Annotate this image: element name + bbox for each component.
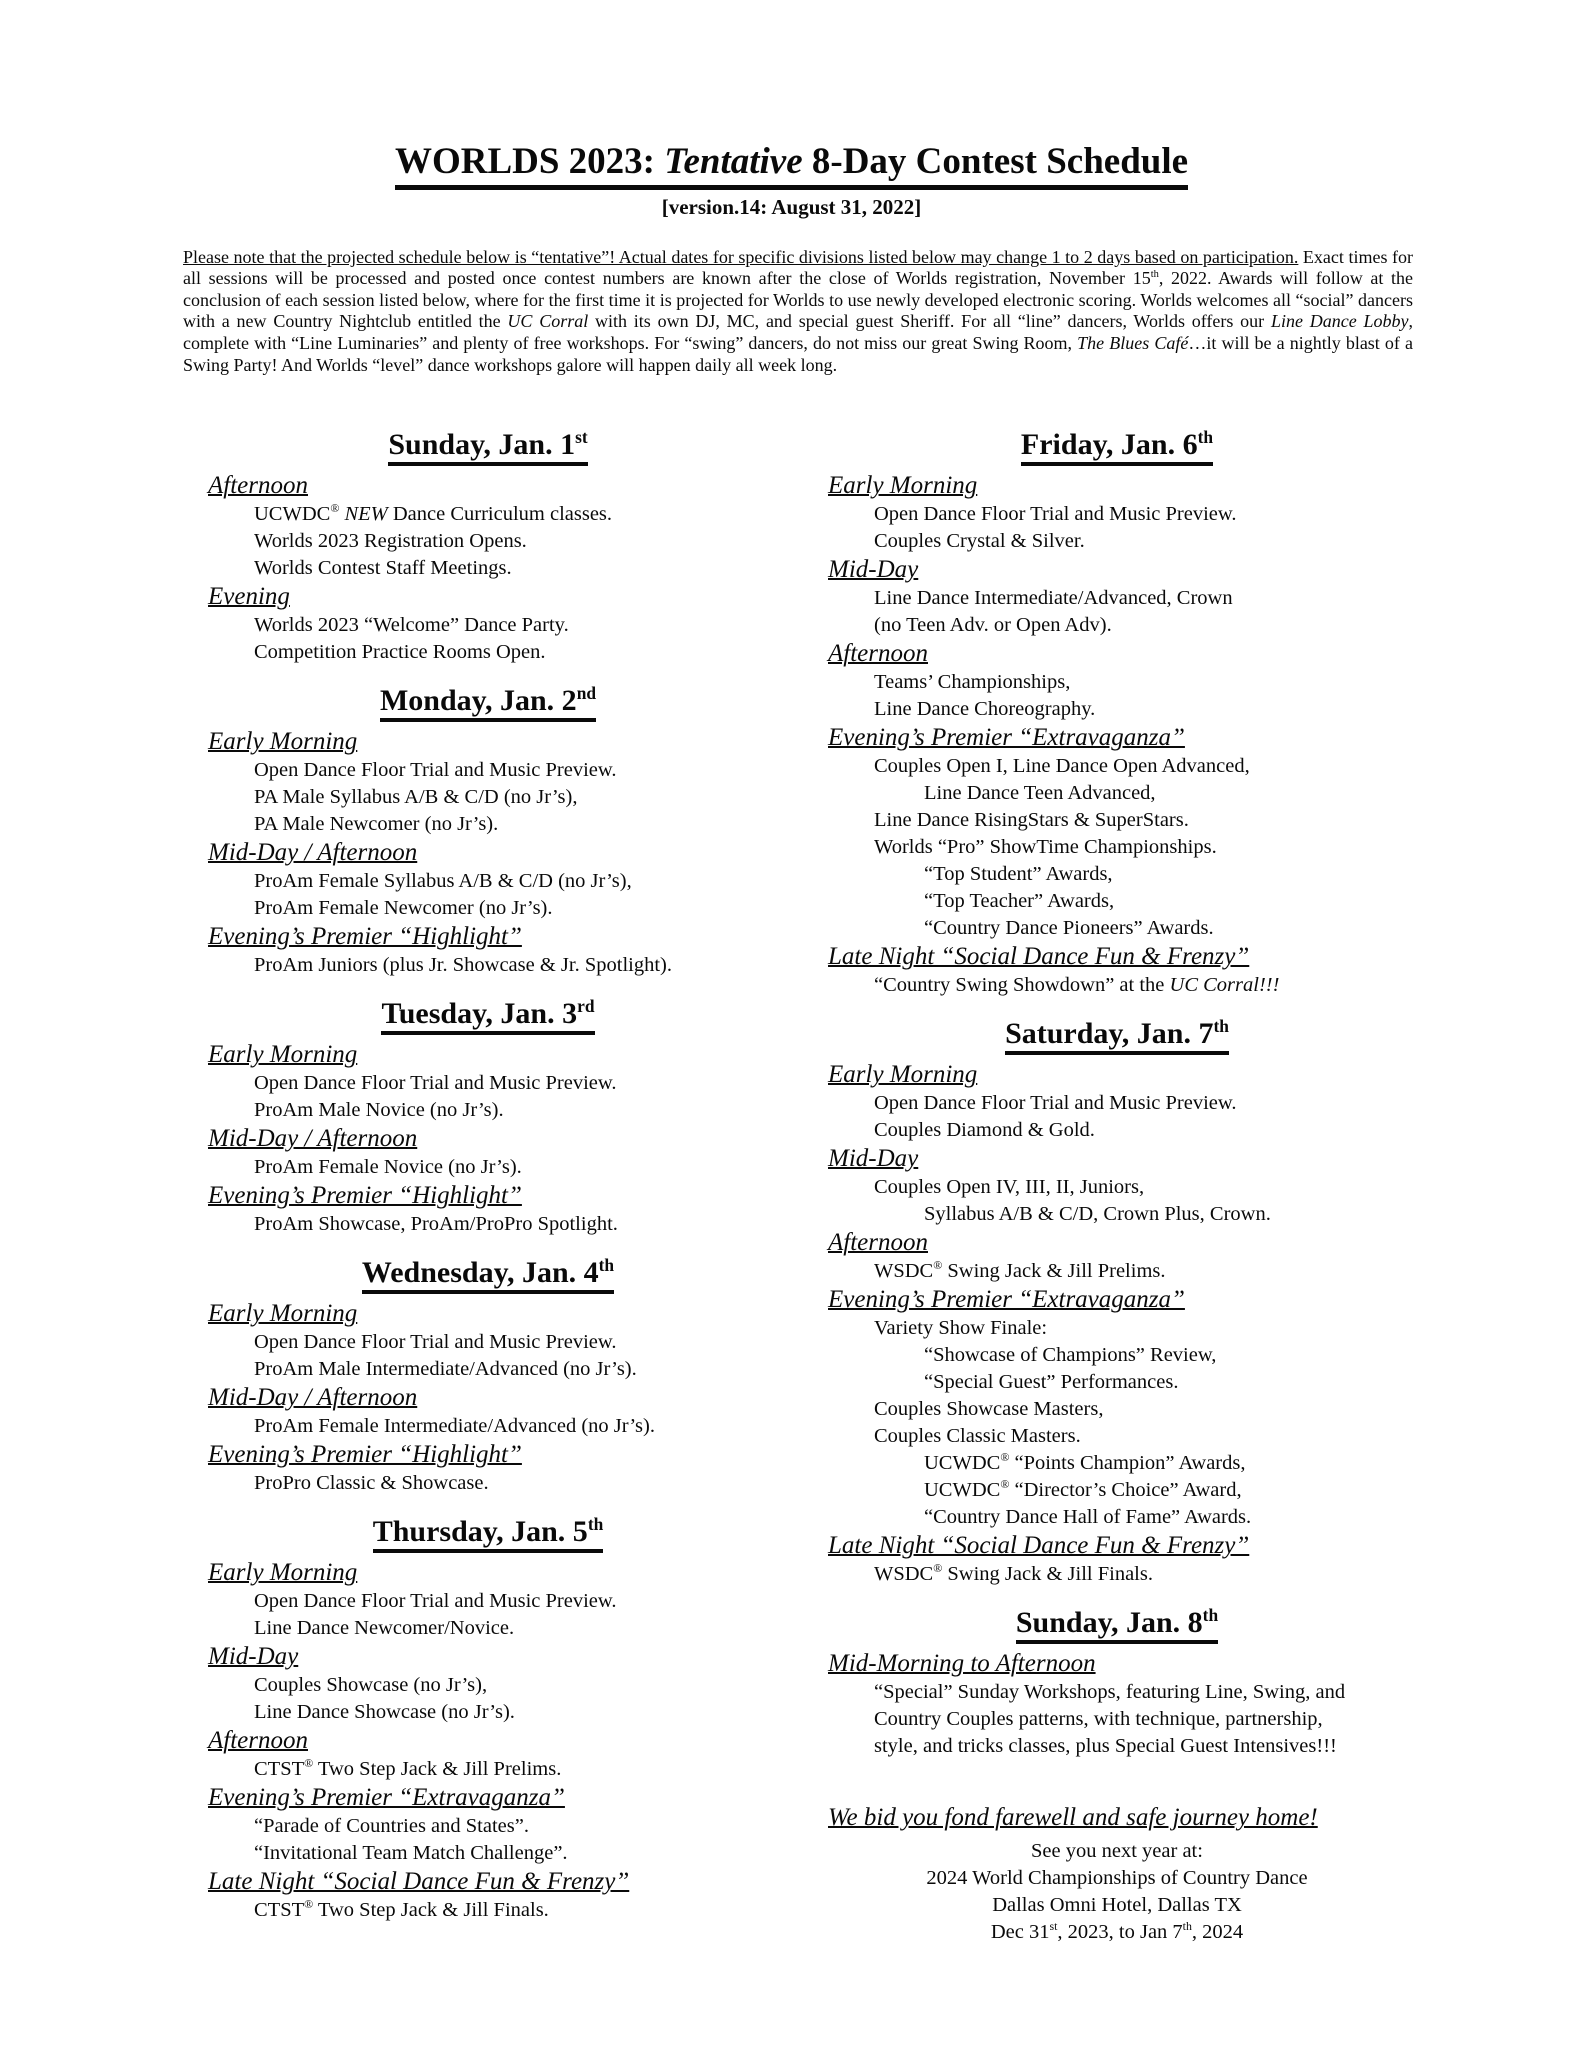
schedule-item xyxy=(828,1369,1406,1396)
text-run: Line Dance Newcomer/Novice. xyxy=(254,1617,515,1640)
text-run: style, and tricks classes, plus Special Guest Intensives!!! xyxy=(874,1735,1337,1758)
text-run: “Country Swing Showdown” at the xyxy=(874,974,1170,997)
text-run: UCWDC xyxy=(924,1452,1001,1475)
text-run: Tentative xyxy=(664,141,803,182)
text-run: Couples Open I, Line Dance Open Advanced, xyxy=(874,755,1250,778)
text-run: Mid-Day xyxy=(828,1145,919,1173)
text-run: Please note that the projected schedule below is “tentative”! Actual dates for specific divisions listed below may change 1 to 2 days based on participation. xyxy=(183,246,1299,267)
right-column xyxy=(828,428,1406,1946)
schedule-item xyxy=(208,1756,768,1783)
text-run: WORLDS 2023: xyxy=(394,141,665,182)
session-heading xyxy=(828,1649,1406,1679)
schedule-item xyxy=(208,757,768,784)
schedule-item xyxy=(828,1117,1406,1144)
day-heading xyxy=(828,1606,1406,1644)
day-heading-text xyxy=(373,1515,604,1553)
text-run: Open Dance Floor Trial and Music Preview. xyxy=(874,503,1237,526)
text-run: Worlds “Pro” ShowTime Championships. xyxy=(874,836,1217,859)
schedule-item xyxy=(828,501,1406,528)
schedule-item xyxy=(208,1097,768,1124)
text-run: Swing Jack & Jill Prelims. xyxy=(942,1260,1166,1283)
left-column xyxy=(208,428,768,1942)
text-run: Worlds 2023 “Welcome” Dance Party. xyxy=(254,614,569,637)
text-run: Mid-Morning to Afternoon xyxy=(828,1650,1096,1678)
text-run: Line Dance RisingStars & SuperStars. xyxy=(874,809,1189,832)
day-heading-text xyxy=(362,1256,614,1294)
text-run: ProAm Male Novice (no Jr’s). xyxy=(254,1099,504,1122)
schedule-item xyxy=(828,528,1406,555)
text-run: 2024 World Championships of Country Dance xyxy=(926,1867,1308,1890)
text-run: , 2022. Awards will follow at the conclusion of each session listed below, where for the first time it is projected for Worlds to use newly developed electronic scoring. Worlds welcomes all “social” dancers with a new Country Nightclub entitled the xyxy=(183,268,1414,332)
session-heading xyxy=(208,1558,768,1588)
session-heading xyxy=(828,1531,1406,1561)
text-run: Two Step Jack & Jill Prelims. xyxy=(313,1758,562,1781)
schedule-item xyxy=(208,1070,768,1097)
text-run: Two Step Jack & Jill Finals. xyxy=(313,1899,549,1922)
text-run: st xyxy=(575,427,588,448)
day-heading xyxy=(208,997,768,1035)
schedule-item xyxy=(828,834,1406,861)
schedule-item xyxy=(828,1315,1406,1342)
text-run: th xyxy=(587,1514,604,1535)
schedule-item xyxy=(828,1679,1406,1706)
text-run: Dance Curriculum classes. xyxy=(387,503,613,526)
text-run: Line Dance Choreography. xyxy=(874,698,1096,721)
session-heading xyxy=(208,1040,768,1070)
schedule-item xyxy=(208,811,768,838)
text-run: “Special Guest” Performances. xyxy=(924,1371,1179,1394)
text-run: Early Morning xyxy=(208,1559,358,1587)
session-heading xyxy=(828,555,1406,585)
text-run: Variety Show Finale: xyxy=(874,1317,1048,1340)
text-run: , 2023, to Jan 7 xyxy=(1057,1921,1183,1944)
session-heading xyxy=(208,471,768,501)
schedule-item xyxy=(208,1356,768,1383)
schedule-item xyxy=(208,501,768,528)
text-run: CTST xyxy=(254,1758,305,1781)
text-run: Dec 31 xyxy=(990,1921,1050,1944)
text-run: Early Morning xyxy=(208,728,358,756)
text-run: We bid you fond farewell and safe journey home! xyxy=(828,1804,1318,1832)
text-run: ® xyxy=(1000,1450,1010,1465)
schedule-item xyxy=(208,1813,768,1840)
text-run: “Director’s Choice” Award, xyxy=(1009,1479,1242,1502)
schedule-item xyxy=(828,585,1406,612)
text-run: Teams’ Championships, xyxy=(874,671,1071,694)
day-heading-text xyxy=(1005,1017,1229,1055)
farewell-line xyxy=(828,1919,1406,1946)
schedule-item xyxy=(828,807,1406,834)
day-section xyxy=(208,1256,768,1497)
text-run: WSDC xyxy=(874,1260,934,1283)
text-run: Early Morning xyxy=(828,1061,978,1089)
text-run: th xyxy=(598,1255,615,1276)
schedule-item xyxy=(828,1504,1406,1531)
schedule-item xyxy=(208,1615,768,1642)
day-section xyxy=(208,428,768,666)
text-run: UCWDC xyxy=(254,503,331,526)
text-run: (no Teen Adv. or Open Adv). xyxy=(874,614,1112,637)
schedule-item xyxy=(208,1897,768,1924)
schedule-item xyxy=(828,1396,1406,1423)
text-run: Line Dance Showcase (no Jr’s). xyxy=(254,1701,515,1724)
text-run: ® xyxy=(1000,1477,1010,1492)
text-run: Monday, Jan. 2 xyxy=(379,684,577,718)
page-title-text xyxy=(395,142,1188,190)
schedule-item xyxy=(828,1561,1406,1588)
text-run: Early Morning xyxy=(828,472,978,500)
schedule-item xyxy=(828,1342,1406,1369)
text-run: Couples Classic Masters. xyxy=(874,1425,1081,1448)
text-run: Country Couples patterns, with technique, partnership, xyxy=(874,1708,1323,1731)
day-heading-text xyxy=(1016,1606,1218,1644)
text-run: ProAm Female Intermediate/Advanced (no Jr’s). xyxy=(254,1415,655,1438)
text-run: Late Night “Social Dance Fun & Frenzy” xyxy=(828,1532,1250,1560)
day-section xyxy=(208,684,768,979)
text-run: Mid-Day / Afternoon xyxy=(208,1384,418,1412)
farewell-block xyxy=(828,1802,1406,1946)
session-heading xyxy=(208,1726,768,1756)
text-run: “Special” Sunday Workshops, featuring Line, Swing, and xyxy=(874,1681,1346,1704)
text-run: th xyxy=(1182,1919,1192,1934)
session-heading xyxy=(828,1228,1406,1258)
text-run: Evening’s Premier “Extravaganza” xyxy=(208,1784,565,1812)
text-run: Worlds Contest Staff Meetings. xyxy=(254,557,512,580)
page-title xyxy=(0,142,1583,190)
text-run: NEW xyxy=(344,503,388,526)
schedule-item xyxy=(208,1329,768,1356)
day-heading-text xyxy=(388,428,587,466)
text-run: “Parade of Countries and States”. xyxy=(254,1815,529,1838)
text-run: rd xyxy=(577,996,595,1017)
text-run: ProAm Female Newcomer (no Jr’s). xyxy=(254,897,553,920)
session-heading xyxy=(208,582,768,612)
text-run: PA Male Syllabus A/B & C/D (no Jr’s), xyxy=(254,786,578,809)
day-heading xyxy=(208,1515,768,1553)
session-heading xyxy=(208,1867,768,1897)
text-run: Open Dance Floor Trial and Music Preview. xyxy=(874,1092,1237,1115)
text-run: ProPro Classic & Showcase. xyxy=(254,1472,489,1495)
farewell-line xyxy=(828,1892,1406,1919)
text-run: ProAm Showcase, ProAm/ProPro Spotlight. xyxy=(254,1213,618,1236)
day-section xyxy=(828,428,1406,999)
session-heading xyxy=(208,1440,768,1470)
text-run: nd xyxy=(576,683,597,704)
session-heading xyxy=(828,1060,1406,1090)
day-heading-text xyxy=(1021,428,1213,466)
day-section xyxy=(828,1606,1406,1760)
schedule-item xyxy=(208,784,768,811)
session-heading xyxy=(208,1124,768,1154)
schedule-item xyxy=(208,639,768,666)
schedule-item xyxy=(828,1174,1406,1201)
text-run: “Top Student” Awards, xyxy=(924,863,1113,886)
day-heading xyxy=(828,1017,1406,1055)
schedule-item xyxy=(828,1258,1406,1285)
schedule-item xyxy=(208,1699,768,1726)
text-run: Saturday, Jan. 7 xyxy=(1005,1017,1214,1051)
text-run: Couples Showcase (no Jr’s), xyxy=(254,1674,488,1697)
schedule-item xyxy=(828,1201,1406,1228)
text-run: ® xyxy=(304,1756,314,1771)
text-run: Open Dance Floor Trial and Music Preview. xyxy=(254,759,617,782)
text-run: Line Dance Lobby xyxy=(1270,311,1409,332)
text-run: Mid-Day / Afternoon xyxy=(208,1125,418,1153)
version-line: [version.14: August 31, 2022] xyxy=(661,194,922,219)
text-run: , complete with “Line Luminaries” and plenty of free workshops. For “swing” dancers, do not miss our great Swing Room, xyxy=(183,311,1413,354)
schedule-item xyxy=(828,1090,1406,1117)
text-run: UC Corral xyxy=(507,311,589,332)
text-run: st xyxy=(1049,1919,1058,1934)
text-run: “Country Dance Pioneers” Awards. xyxy=(924,917,1214,940)
text-run: Couples Diamond & Gold. xyxy=(874,1119,1095,1142)
text-run: Line Dance Teen Advanced, xyxy=(924,782,1156,805)
text-run: , 2024 xyxy=(1191,1921,1244,1944)
session-heading xyxy=(208,838,768,868)
text-run: ProAm Female Novice (no Jr’s). xyxy=(254,1156,522,1179)
text-run: Early Morning xyxy=(208,1300,358,1328)
session-heading xyxy=(828,723,1406,753)
text-run: “Country Dance Hall of Fame” Awards. xyxy=(924,1506,1252,1529)
text-run: Tuesday, Jan. 3 xyxy=(381,997,578,1031)
text-run: Sunday, Jan. 8 xyxy=(1015,1606,1203,1640)
schedule-item xyxy=(208,1672,768,1699)
session-heading xyxy=(828,471,1406,501)
text-run: Evening’s Premier “Highlight” xyxy=(208,923,522,951)
text-run: Late Night “Social Dance Fun & Frenzy” xyxy=(828,943,1250,971)
text-run: Mid-Day / Afternoon xyxy=(208,839,418,867)
session-heading xyxy=(208,922,768,952)
session-heading xyxy=(208,1383,768,1413)
text-run: Mid-Day xyxy=(208,1643,299,1671)
text-run: Open Dance Floor Trial and Music Preview. xyxy=(254,1590,617,1613)
session-heading xyxy=(828,942,1406,972)
day-heading-text xyxy=(380,684,596,722)
session-heading xyxy=(208,727,768,757)
schedule-item xyxy=(208,868,768,895)
text-run: Evening’s Premier “Highlight” xyxy=(208,1182,522,1210)
text-run: CTST xyxy=(254,1899,305,1922)
text-run: th xyxy=(1150,269,1159,281)
text-run: UC Corral!!! xyxy=(1169,974,1280,997)
text-run: Syllabus A/B & C/D, Crown Plus, Crown. xyxy=(924,1203,1271,1226)
text-run: ® xyxy=(304,1897,314,1912)
text-run: Evening’s Premier “Highlight” xyxy=(208,1441,522,1469)
schedule-item xyxy=(828,972,1406,999)
text-run: ProAm Male Intermediate/Advanced (no Jr’s). xyxy=(254,1358,637,1381)
schedule-item xyxy=(208,612,768,639)
text-run: with its own DJ, MC, and special guest Sheriff. For all “line” dancers, Worlds offers our xyxy=(588,311,1271,332)
schedule-item xyxy=(828,1706,1406,1733)
schedule-item xyxy=(208,1840,768,1867)
text-run: PA Male Newcomer (no Jr’s). xyxy=(254,813,499,836)
schedule-item xyxy=(828,696,1406,723)
text-run: ® xyxy=(933,1561,943,1576)
schedule-item xyxy=(828,888,1406,915)
text-run: Early Morning xyxy=(208,1041,358,1069)
schedule-item xyxy=(828,1733,1406,1760)
text-run: Afternoon xyxy=(828,1229,928,1257)
text-run: Couples Crystal & Silver. xyxy=(874,530,1085,553)
text-run: Thursday, Jan. 5 xyxy=(372,1515,588,1549)
farewell-heading xyxy=(828,1802,1406,1834)
text-run: Worlds 2023 Registration Opens. xyxy=(254,530,527,553)
session-heading xyxy=(828,1285,1406,1315)
schedule-item xyxy=(208,1413,768,1440)
schedule-item xyxy=(828,1450,1406,1477)
text-run: Friday, Jan. 6 xyxy=(1020,428,1198,462)
session-heading xyxy=(208,1783,768,1813)
text-run: ® xyxy=(330,501,340,516)
schedule-item xyxy=(828,1477,1406,1504)
day-section xyxy=(208,1515,768,1924)
text-run: Swing Jack & Jill Finals. xyxy=(942,1563,1153,1586)
schedule-item xyxy=(208,1588,768,1615)
schedule-item xyxy=(828,780,1406,807)
text-run: Line Dance Intermediate/Advanced, Crown xyxy=(874,587,1233,610)
text-run: Couples Showcase Masters, xyxy=(874,1398,1104,1421)
text-run: Mid-Day xyxy=(828,556,919,584)
text-run: “Showcase of Champions” Review, xyxy=(924,1344,1217,1367)
schedule-item xyxy=(208,1470,768,1497)
text-run: Afternoon xyxy=(828,640,928,668)
text-run: Sunday, Jan. 1 xyxy=(388,428,576,462)
text-run: Exact times for all sessions will be processed and posted once contest numbers are known after the close of Worlds registration, November 15 xyxy=(183,246,1413,289)
text-run: Afternoon xyxy=(208,1727,308,1755)
day-heading xyxy=(208,1256,768,1294)
text-run: WSDC xyxy=(874,1563,934,1586)
text-run: th xyxy=(1202,1605,1219,1626)
text-run: th xyxy=(1197,427,1214,448)
schedule-item xyxy=(208,1154,768,1181)
session-heading xyxy=(208,1299,768,1329)
farewell-line xyxy=(828,1865,1406,1892)
text-run: Couples Open IV, III, II, Juniors, xyxy=(874,1176,1145,1199)
session-heading xyxy=(828,1144,1406,1174)
day-heading xyxy=(208,684,768,722)
text-run: See you next year at: xyxy=(1031,1840,1203,1863)
text-run: UCWDC xyxy=(924,1479,1001,1502)
schedule-item xyxy=(208,1211,768,1238)
text-run: 8-Day Contest Schedule xyxy=(802,141,1189,182)
schedule-item xyxy=(208,895,768,922)
text-run: The Blues Café xyxy=(1077,333,1189,354)
schedule-item xyxy=(208,528,768,555)
text-run: Afternoon xyxy=(208,472,308,500)
text-run: ® xyxy=(933,1258,943,1273)
text-run: Open Dance Floor Trial and Music Preview. xyxy=(254,1072,617,1095)
text-run: Competition Practice Rooms Open. xyxy=(254,641,546,664)
schedule-item xyxy=(828,753,1406,780)
schedule-item xyxy=(208,555,768,582)
schedule-item xyxy=(828,612,1406,639)
text-run: …it will be a nightly blast of a Swing Party! And Worlds “level” dance workshops galore will happen daily all week long. xyxy=(183,333,1413,375)
text-run: Dallas Omni Hotel, Dallas TX xyxy=(992,1894,1242,1917)
text-run: Late Night “Social Dance Fun & Frenzy” xyxy=(208,1868,630,1896)
schedule-item xyxy=(208,952,768,979)
day-heading xyxy=(828,428,1406,466)
day-section xyxy=(828,1017,1406,1588)
session-heading xyxy=(208,1181,768,1211)
day-heading xyxy=(208,428,768,466)
schedule-item xyxy=(828,915,1406,942)
text-run: “Top Teacher” Awards, xyxy=(924,890,1115,913)
text-run: Evening’s Premier “Extravaganza” xyxy=(828,1286,1185,1314)
text-run: Wednesday, Jan. 4 xyxy=(361,1256,599,1290)
text-run: Open Dance Floor Trial and Music Preview. xyxy=(254,1331,617,1354)
farewell-line xyxy=(828,1838,1406,1865)
text-run: “Points Champion” Awards, xyxy=(1009,1452,1246,1475)
text-run: ProAm Female Syllabus A/B & C/D (no Jr’s), xyxy=(254,870,632,893)
day-section xyxy=(208,997,768,1238)
schedule-columns xyxy=(0,428,1583,1946)
schedule-item xyxy=(828,861,1406,888)
text-run: ProAm Juniors (plus Jr. Showcase & Jr. Spotlight). xyxy=(254,954,672,977)
session-heading xyxy=(208,1642,768,1672)
intro-paragraph xyxy=(183,247,1413,377)
text-run: Evening xyxy=(208,583,290,611)
text-run: th xyxy=(1213,1016,1229,1037)
day-heading-text xyxy=(381,997,594,1035)
session-heading xyxy=(828,639,1406,669)
schedule-item xyxy=(828,1423,1406,1450)
text-run: Evening’s Premier “Extravaganza” xyxy=(828,724,1185,752)
text-run: “Invitational Team Match Challenge”. xyxy=(254,1842,568,1865)
schedule-item xyxy=(828,669,1406,696)
